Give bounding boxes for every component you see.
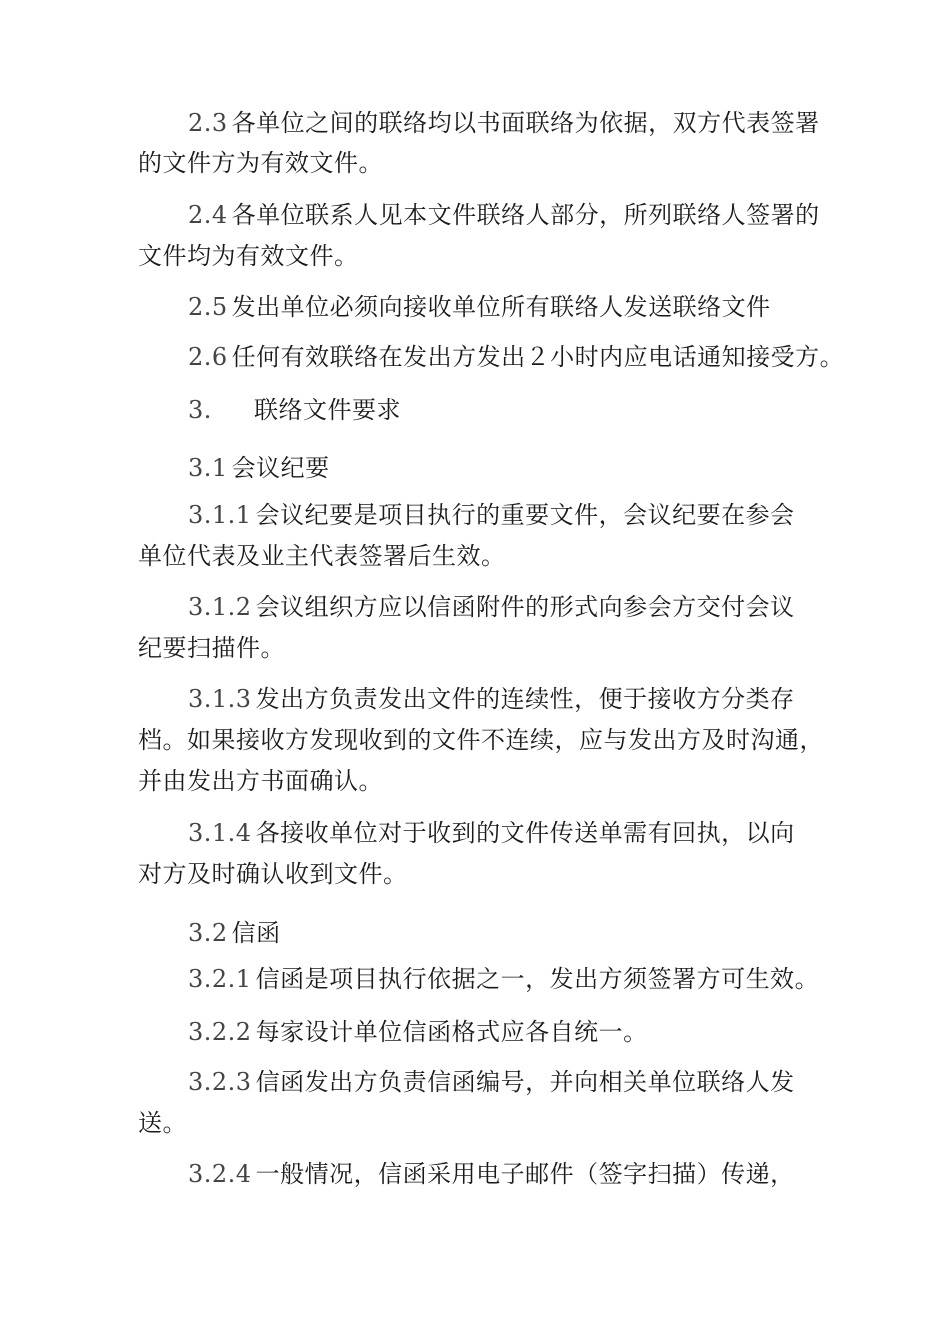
paragraph-text: 各单位联系人见本文件联络人部分，所列联络人签署的 [231,201,820,229]
paragraph-number: 2.5 [188,293,228,321]
paragraph-2-3-line1 [188,108,820,138]
paragraph-2-6 [188,342,844,372]
paragraph-text: 各接收单位对于收到的文件传送单需有回执，以向 [255,819,795,847]
paragraph-number: 3.1.2 [188,593,252,621]
paragraph-3-1-4-line2: 对方及时确认收到文件。 [138,860,408,888]
paragraph-3-1-2-line1 [188,592,795,622]
paragraph-text: 发出方负责发出文件的连续性，便于接收方分类存 [255,685,795,713]
paragraph-number: 3.1.3 [188,685,252,713]
section-title: 联络文件要求 [254,396,401,424]
paragraph-text: 会议组织方应以信函附件的形式向参会方交付会议 [255,593,795,621]
paragraph-number: 2.6 [188,343,228,371]
section-3-heading [188,395,401,425]
paragraph-3-2-1 [188,964,819,994]
paragraph-text: 发出单位必须向接收单位所有联络人发送联络文件 [231,293,771,321]
paragraph-text: 信函是项目执行依据之一，发出方须签署方可生效。 [255,965,820,993]
paragraph-number: 3.2.2 [188,1018,252,1046]
paragraph-number: 3.2.3 [188,1068,252,1096]
section-number: 3.1 [188,454,228,482]
paragraph-3-1-1-line1 [188,500,795,530]
paragraph-3-2-2 [188,1017,648,1047]
paragraph-number: 3.1.1 [188,501,252,529]
paragraph-text: 一般情况，信函采用电子邮件（签字扫描）传递， [255,1160,795,1188]
paragraph-2-4-line2: 文件均为有效文件。 [138,242,359,270]
paragraph-3-2-3-line2: 送。 [138,1109,187,1137]
section-title: 会议纪要 [231,454,330,482]
subsection-3-2-heading [188,918,281,948]
subsection-3-1-heading [188,453,330,483]
paragraph-number: 3.2.1 [188,965,252,993]
paragraph-3-1-3-line3: 并由发出方书面确认。 [138,767,383,795]
paragraph-3-1-3-line2: 档。如果接收方发现收到的文件不连续，应与发出方及时沟通， [138,726,824,754]
paragraph-text: 任何有效联络在发出方发出２小时内应电话通知接受方。 [231,343,845,371]
paragraph-number: 3.2.4 [188,1160,252,1188]
paragraph-3-1-3-line1 [188,684,795,714]
paragraph-2-3-line2: 的文件方为有效文件。 [138,149,383,177]
paragraph-number: 2.3 [188,109,228,137]
paragraph-number: 2.4 [188,201,228,229]
section-number: 3. [188,396,212,424]
paragraph-3-2-4 [188,1159,795,1189]
paragraph-3-1-2-line2: 纪要扫描件。 [138,634,285,662]
paragraph-3-1-4-line1 [188,818,795,848]
paragraph-3-2-3-line1 [188,1067,795,1097]
section-number: 3.2 [188,919,228,947]
section-title: 信函 [231,919,281,947]
paragraph-2-4-line1 [188,200,820,230]
paragraph-3-1-1-line2: 单位代表及业主代表签署后生效。 [138,542,506,570]
paragraph-text: 会议纪要是项目执行的重要文件，会议纪要在参会 [255,501,795,529]
paragraph-text: 每家设计单位信函格式应各自统一。 [255,1018,648,1046]
paragraph-text: 各单位之间的联络均以书面联络为依据，双方代表签署 [231,109,820,137]
paragraph-text: 信函发出方负责信函编号，并向相关单位联络人发 [255,1068,795,1096]
paragraph-2-5 [188,292,771,322]
paragraph-number: 3.1.4 [188,819,252,847]
